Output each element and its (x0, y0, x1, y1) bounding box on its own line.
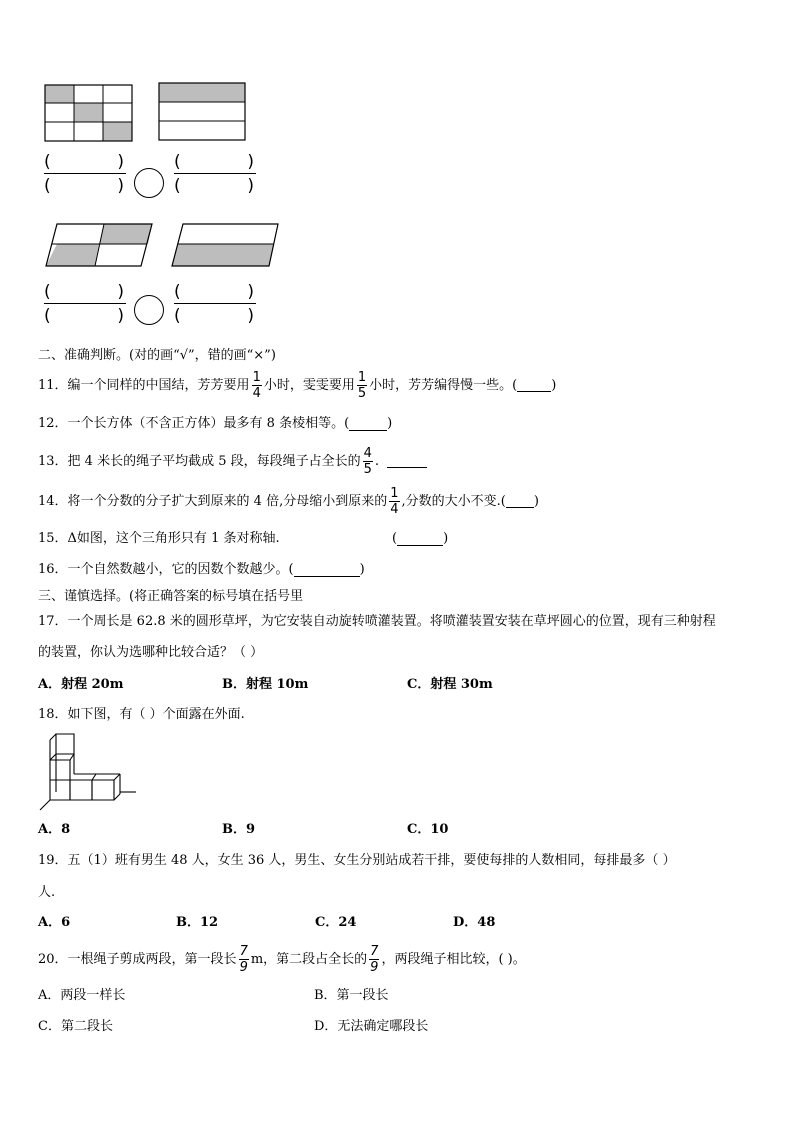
fraction-7-9-b: $\frac{7}{9}$ (370, 944, 379, 975)
question-19-line2: 人. (38, 885, 56, 900)
option-18-b[interactable]: B．9 (222, 822, 256, 837)
answer-blank-11[interactable] (517, 379, 551, 392)
fraction-1-4-q14: $\frac{1}{4}$ (390, 486, 399, 517)
option-19-a[interactable]: A．6 (38, 915, 71, 930)
question-13: 13．把 4 米长的绳子平均截成 5 段，每段绳子占全长的 $\frac{4}{5}$ . (38, 446, 427, 477)
option-20-c[interactable]: C．第二段长 (38, 1019, 113, 1034)
section3-heading: 三、谨慎选择。(将正确答案的标号填在括号里 (38, 589, 304, 604)
fraction-1-5: $\frac{1}{5}$ (357, 370, 367, 401)
option-18-c[interactable]: C．10 (407, 822, 449, 837)
cubes-figure (36, 730, 140, 812)
option-19-c[interactable]: C．24 (315, 915, 357, 930)
parallelogram-figure-right (170, 222, 282, 268)
compare-circle-2[interactable] (134, 295, 164, 325)
bar-figure-right (158, 82, 248, 142)
option-18-a[interactable]: A．8 (38, 822, 71, 837)
fraction-7-9-a: $\frac{7}{9}$ (239, 944, 248, 975)
fraction-blank-2-right[interactable]: ( ) ( ) (174, 282, 254, 326)
answer-blank-15[interactable] (397, 533, 443, 546)
answer-blank-12[interactable] (349, 418, 387, 431)
question-16: 16．一个自然数越小，它的因数个数越少。( ) (38, 562, 365, 577)
compare-circle-1[interactable] (134, 168, 164, 198)
option-20-d[interactable]: D．无法确定哪段长 (314, 1019, 429, 1034)
question-19-line1: 19．五（1）班有男生 48 人，女生 36 人，男生、女生分别站成若干排，要使每排的人数相同，每排最多（ ） (38, 853, 676, 868)
section2-heading: 二、准确判断。(对的画“√”，错的画“×”) (38, 348, 276, 363)
fraction-blank-1-right[interactable]: ( ) ( ) (174, 152, 254, 196)
question-11: 11．编一个同样的中国结，芳芳要用 $\frac{1}{4}$ 小时，雯雯要用 $\frac{1}{5}$ 小时，芳芳编得慢一些。( ) (38, 370, 557, 401)
grid-figure-left (44, 84, 134, 142)
question-17-line1: 17．一个周长是 62.8 米的圆形草坪，为它安装自动旋转喷灌装置。将喷灌装置安装在草坪圆心的位置，现有三种射程 (38, 614, 716, 629)
question-15: 15．Δ如图，这个三角形只有 1 条对称轴. (38, 531, 280, 546)
question-18: 18．如下图，有（ ）个面露在外面. (38, 707, 245, 722)
answer-blank-13[interactable] (387, 455, 427, 468)
option-17-a[interactable]: A．射程 20m (38, 677, 124, 692)
fraction-4-5: $\frac{4}{5}$ (363, 446, 372, 477)
question-17-line2: 的装置，你认为选哪种比较合适？（ ） (38, 645, 264, 660)
answer-blank-16[interactable] (294, 564, 360, 577)
option-17-c[interactable]: C．射程 30m (407, 677, 493, 692)
question-12: 12．一个长方体（不含正方体）最多有 8 条棱相等。( ) (38, 416, 393, 431)
option-20-b[interactable]: B．第一段长 (314, 988, 389, 1003)
option-19-b[interactable]: B．12 (176, 915, 219, 930)
answer-blank-14[interactable] (506, 495, 534, 508)
answer-paren-15[interactable]: ( ) (392, 531, 449, 546)
parallelogram-figure-left (44, 222, 156, 268)
fraction-blank-2-left[interactable]: ( ) ( ) (44, 282, 124, 326)
fraction-blank-1-left[interactable]: ( ) ( ) (44, 152, 124, 196)
option-20-a[interactable]: A．两段一样长 (38, 988, 126, 1003)
option-19-d[interactable]: D．48 (453, 915, 496, 930)
option-17-b[interactable]: B．射程 10m (222, 677, 309, 692)
question-20: 20．一根绳子剪成两段，第一段长 $\frac{7}{9}$ m，第二段占全长的 $\frac{7}{9}$ ，两段绳子相比较，( )。 (38, 944, 526, 975)
fraction-1-4: $\frac{1}{4}$ (252, 370, 261, 401)
question-14: 14．将一个分数的分子扩大到原来的 4 倍,分母缩小到原来的 $\frac{1}{4}$ ,分数的大小不变.( ) (38, 486, 539, 517)
